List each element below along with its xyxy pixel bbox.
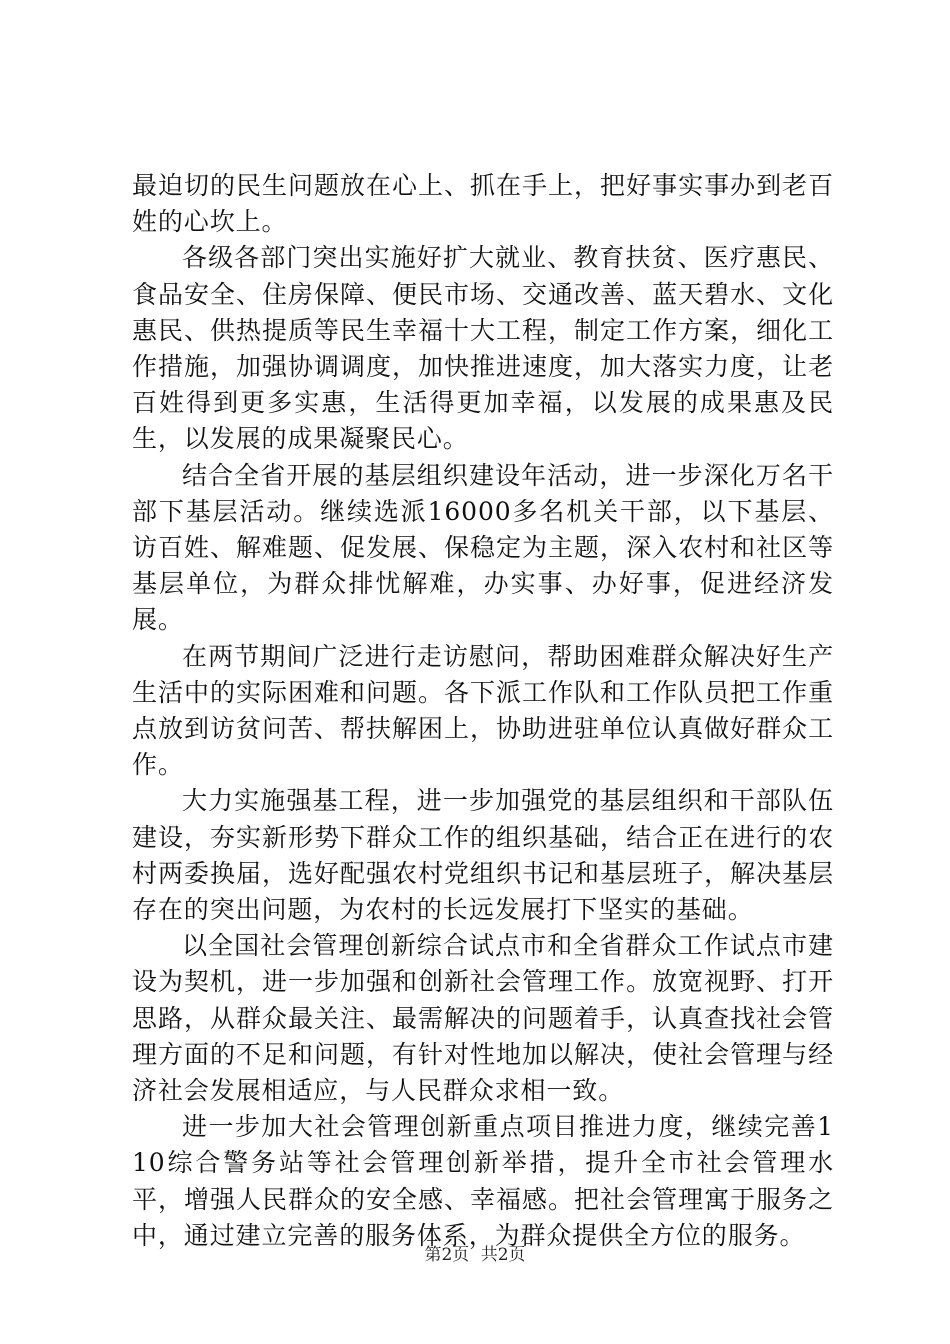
page-number: 第2页 [424,1245,470,1265]
paragraph-3: 结合全省开展的基层组织建设年活动，进一步深化万名干部下基层活动。继续选派16000多名机关干部，以下基层、访百姓、解难题、促发展、保稳定为主题，深入农村和社区等基层单位，为群众排忧解难，办实事、办好事，促进经济发展。 [132,460,834,635]
paragraph-2: 各级各部门突出实施好扩大就业、教育扶贫、医疗惠民、食品安全、住房保障、便民市场、交通改善、蓝天碧水、文化惠民、供热提质等民生幸福十大工程，制定工作方案，细化工作措施，加强协调调度，加快推进速度，加大落实力度，让老百姓得到更多实惠，生活得更加幸福，以发展的成果惠及民生，以发展的成果凝聚民心。 [132,243,834,454]
page-total: 共2页 [480,1245,526,1265]
paragraph-5: 大力实施强基工程，进一步加强党的基层组织和干部队伍建设，夯实新形势下群众工作的组织基础，结合正在进行的农村两委换届，选好配强农村党组织书记和基层班子，解决基层存在的突出问题，为农村的长远发展打下坚实的基础。 [132,786,834,925]
document-body [132,168,834,1254]
paragraph-1: 最迫切的民生问题放在心上、抓在手上，把好事实事办到老百姓的心坎上。 [132,171,834,237]
paragraph-7: 进一步加大社会管理创新重点项目推进力度，继续完善110综合警务站等社会管理创新举措，提升全市社会管理水平，增强人民群众的安全感、幸福感。把社会管理寓于服务之中，通过建立完善的服务体系，为群众提供全方位的服务。 [132,1112,834,1250]
paragraph-4: 在两节期间广泛进行走访慰问，帮助困难群众解决好生产生活中的实际困难和问题。各下派工作队和工作队员把工作重点放到访贫问苦、帮扶解困上，协助进驻单位认真做好群众工作。 [132,641,834,780]
page-footer [0,1243,950,1267]
paragraph-6: 以全国社会管理创新综合试点市和全省群众工作试点市建设为契机，进一步加强和创新社会管理工作。放宽视野、打开思路，从群众最关注、最需解决的问题着手，认真查找社会管理方面的不足和问题，有针对性地加以解决，使社会管理与经济社会发展相适应，与人民群众求相一致。 [132,931,834,1106]
